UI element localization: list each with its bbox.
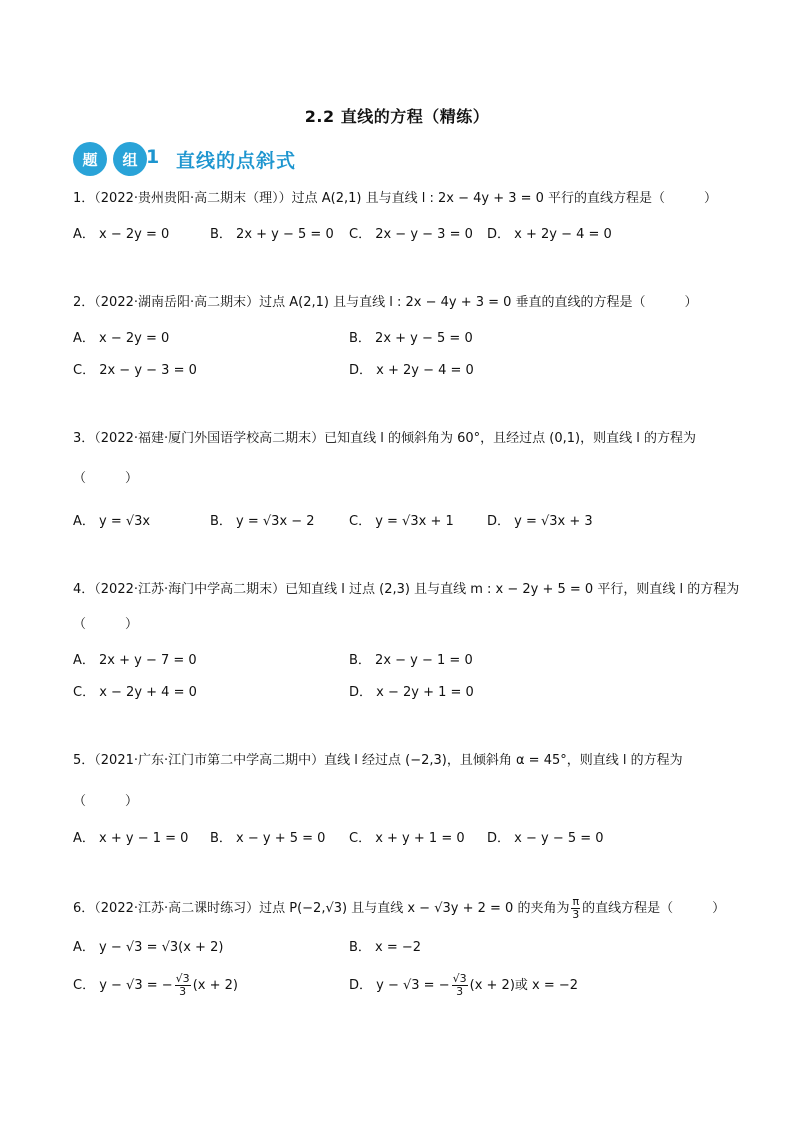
question-2-stem: 2．（2022·湖南岳阳·高二期末）过点 A(2,1) 且与直线 l : 2x − 4y + 3 = 0 垂直的直线的方程是（ ）: [73, 295, 698, 310]
question-1-option-a: A． x − 2y = 0: [73, 227, 170, 242]
group-number: 1: [146, 146, 160, 168]
question-6-option-d-head: D． y − √3 = −: [349, 977, 450, 993]
question-6-option-c: [73, 973, 238, 998]
question-6-option-d-fraction: [452, 973, 468, 998]
question-3-answer-paren: （ ）: [73, 471, 139, 486]
question-3-option-a: A． y = √3x: [73, 514, 151, 529]
question-6-fraction-denominator: 3: [572, 908, 580, 921]
question-6-stem-part-2: 的直线方程是（ ）: [582, 900, 726, 916]
question-3-option-c: C． y = √3x + 1: [349, 514, 454, 529]
question-6-option-c-tail: (x + 2): [192, 977, 238, 993]
question-6-option-d-numerator: √3: [452, 972, 467, 985]
question-3-option-d: D． y = √3x + 3: [487, 514, 593, 529]
question-6-option-b: B． x = −2: [349, 940, 422, 955]
question-6-stem-part-1: 6．（2022·江苏·高二课时练习）过点 P(−2,√3) 且与直线 x − √3y + 2 = 0 的夹角为: [73, 900, 570, 916]
question-4-option-b: B． 2x − y − 1 = 0: [349, 653, 473, 668]
question-6-option-d-denominator: 3: [456, 985, 464, 998]
page-title: 2.2 直线的方程（精练）: [304, 107, 490, 126]
question-6-option-c-head: C． y − √3 = −: [73, 977, 173, 993]
question-6-fraction: [571, 896, 580, 921]
group-badge-ti: 题: [73, 142, 107, 176]
question-4-answer-paren: （ ）: [73, 617, 139, 632]
question-3-stem: 3．（2022·福建·厦门外国语学校高二期末）已知直线 l 的倾斜角为 60°，且经过点 (0,1)，则直线 l 的方程为: [73, 431, 696, 446]
question-1-stem: 1．（2022·贵州贵阳·高二期末（理））过点 A(2,1) 且与直线 l : 2x − 4y + 3 = 0 平行的直线方程是（ ）: [73, 191, 718, 206]
question-6-option-c-numerator: √3: [175, 972, 190, 985]
question-5-stem: 5．（2021·广东·江门市第二中学高二期中）直线 l 经过点 (−2,3)，且倾斜角 α = 45°，则直线 l 的方程为: [73, 753, 683, 768]
question-6-option-c-denominator: 3: [179, 985, 187, 998]
group-badge-zu: 组: [113, 142, 147, 176]
question-5-option-a: A． x + y − 1 = 0: [73, 831, 189, 846]
question-5-answer-paren: （ ）: [73, 794, 139, 809]
question-6-option-d: [349, 973, 578, 998]
question-6-option-a: A． y − √3 = √3(x + 2): [73, 940, 224, 955]
question-2-option-b: B． 2x + y − 5 = 0: [349, 331, 473, 346]
question-4-stem: 4．（2022·江苏·海门中学高二期末）已知直线 l 过点 (2,3) 且与直线 m : x − 2y + 5 = 0 平行，则直线 l 的方程为: [73, 582, 740, 597]
question-2-option-a: A． x − 2y = 0: [73, 331, 170, 346]
question-4-option-c: C． x − 2y + 4 = 0: [73, 685, 197, 700]
question-5-option-c: C． x + y + 1 = 0: [349, 831, 465, 846]
question-5-option-d: D． x − y − 5 = 0: [487, 831, 604, 846]
question-1-option-c: C． 2x − y − 3 = 0: [349, 227, 473, 242]
question-1-option-b: B． 2x + y − 5 = 0: [210, 227, 334, 242]
question-6-stem: [73, 896, 725, 921]
question-4-option-d: D． x − 2y + 1 = 0: [349, 685, 474, 700]
question-6-option-c-fraction: [175, 973, 191, 998]
question-6-option-d-tail: (x + 2)或 x = −2: [469, 977, 579, 993]
question-1-option-d: D． x + 2y − 4 = 0: [487, 227, 612, 242]
group-title: 直线的点斜式: [176, 150, 297, 172]
question-5-option-b: B． x − y + 5 = 0: [210, 831, 326, 846]
question-4-option-a: A． 2x + y − 7 = 0: [73, 653, 197, 668]
question-3-option-b: B． y = √3x − 2: [210, 514, 315, 529]
question-2-option-c: C． 2x − y − 3 = 0: [73, 363, 197, 378]
question-2-option-d: D． x + 2y − 4 = 0: [349, 363, 474, 378]
question-6-fraction-numerator: π: [572, 895, 580, 908]
